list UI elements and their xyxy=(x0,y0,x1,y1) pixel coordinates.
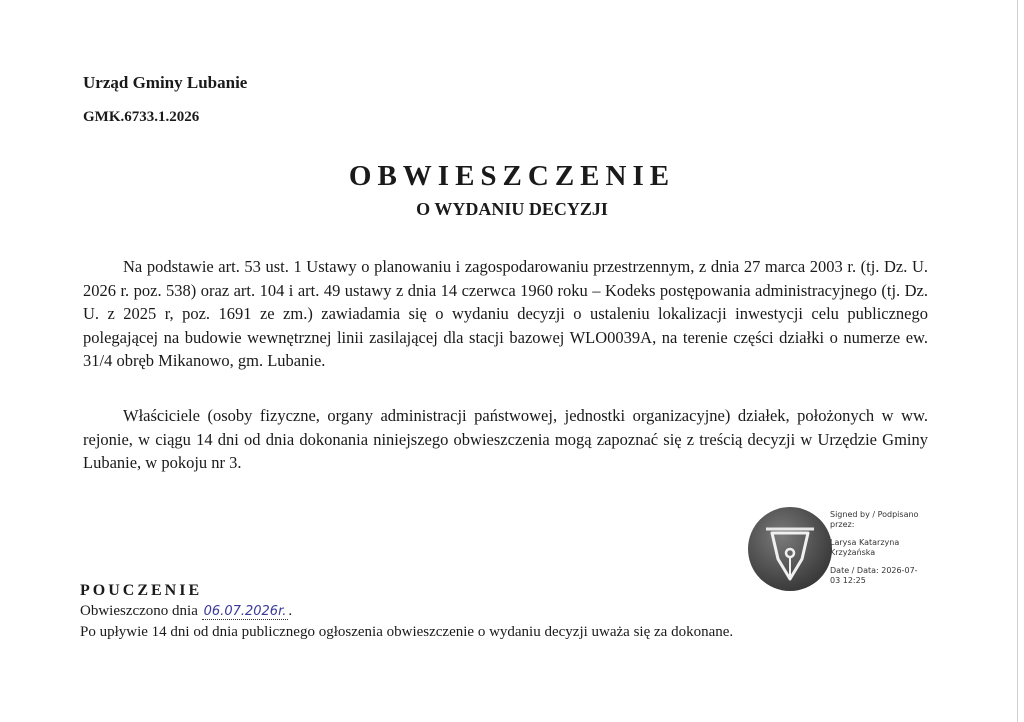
digital-signature-info xyxy=(830,510,920,586)
body-paragraph-2 xyxy=(83,404,928,475)
notice-date-suffix: . xyxy=(288,603,293,619)
document-title: OBWIESZCZENIE xyxy=(348,160,676,192)
body-paragraph-1-text: Na podstawie art. 53 ust. 1 Ustawy o planowaniu i zagospodarowaniu przestrzennym, z dnia 27 marca 2003 r. (tj. Dz. U. 2026 r. poz. 538) oraz art. 104 i art. 49 ustawy z dnia 14 czerwca 1960 roku – Kodeks postępowania administracyjnego (tj. Dz. U. z 2025 r, poz. 1691 ze zm.) zawiadamia się o wydaniu decyzji o ustaleniu lokalizacji inwestycji celu publicznego polegającej na budowie wewnętrznej linii zasilającej dla stacji bazowej WLO0039A, na terenie części działki o numerze ew. 31/4 obręb Mikanowo, gm. Lubanie. xyxy=(83,257,928,370)
scan-edge xyxy=(1017,0,1018,722)
issuer-name: Urząd Gminy Lubanie xyxy=(83,73,248,92)
notice-date-line xyxy=(80,603,292,620)
fountain-pen-nib-icon xyxy=(748,507,832,591)
handwritten-date: 06.07.2026r. xyxy=(203,604,287,619)
signer-name: Larysa Katarzyna Krzyżańska xyxy=(830,538,900,557)
reference-number: GMK.6733.1.2026 xyxy=(83,109,200,125)
signed-by-label: Signed by / Podpisano przez: xyxy=(830,510,919,529)
notice-text: Po upływie 14 dni od dnia publicznego ogłoszenia obwieszczenie o wydaniu decyzji uważa się za dokonane. xyxy=(80,624,734,640)
signature-date: Date / Data: 2026-07-03 12:25 xyxy=(830,566,918,585)
body-paragraph-2-text: Właściciele (osoby fizyczne, organy administracji państwowej, jednostki organizacyjne) działek, położonych w ww. rejonie, w ciągu 14 dni od dnia dokonania niniejszego obwieszczenia mogą zapoznać się z treścią decyzji w Urzędzie Gminy Lubanie, w pokoju nr 3. xyxy=(83,406,928,472)
notice-title: POUCZENIE xyxy=(80,582,203,599)
notice-date-label: Obwieszczono dnia xyxy=(80,603,198,619)
document-subtitle: O WYDANIU DECYZJI xyxy=(416,199,608,219)
body-paragraph-1 xyxy=(83,255,928,373)
